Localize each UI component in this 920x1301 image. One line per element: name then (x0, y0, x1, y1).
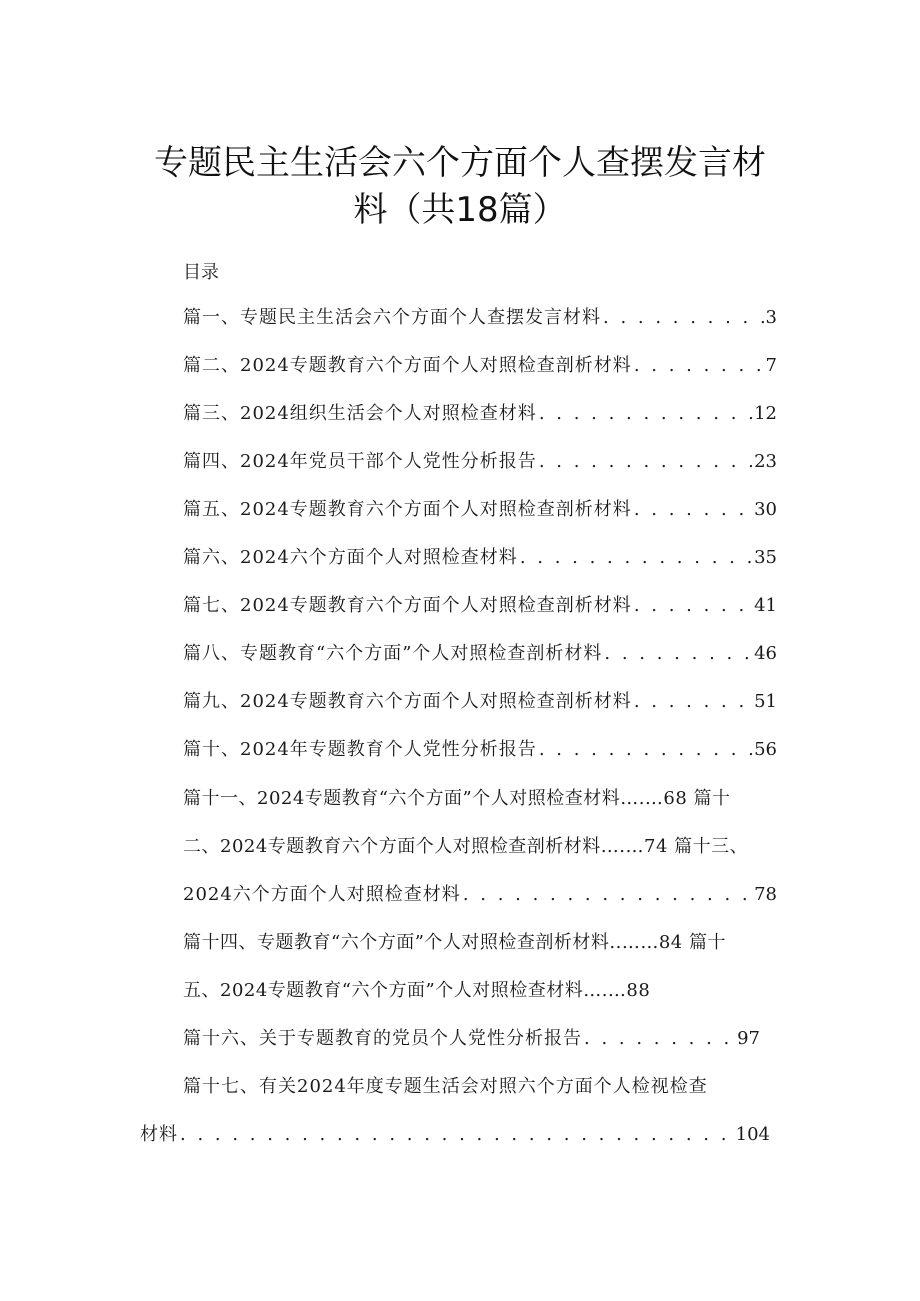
toc-entry-page: 30 (754, 499, 777, 520)
toc-entry[interactable] (183, 690, 777, 714)
document-title-line-2: 料（共18篇） (353, 190, 567, 230)
toc-entry[interactable] (183, 354, 777, 378)
toc-entry[interactable] (183, 546, 777, 570)
toc-entry-label: 篇十、2024年专题教育个人党性分析报告 (183, 739, 537, 760)
toc-wrapped-line[interactable]: 篇十四、专题教育“六个方面”个人对照检查剖析材料..……84 篇十 (183, 932, 726, 953)
toc-entry-label: 篇一、专题民主生活会六个方面个人查摆发言材料 (183, 307, 601, 328)
leader-dots (634, 354, 764, 378)
leader-dots (634, 594, 752, 618)
toc-entry-label: 篇七、2024专题教育六个方面个人对照检查剖析材料 (183, 595, 632, 616)
toc-entry-label: 篇三、2024组织生活会个人对照检查材料 (183, 403, 537, 424)
leader-dots (584, 1027, 735, 1051)
toc-entry-label: 篇十六、关于专题教育的党员个人党性分析报告 (183, 1028, 582, 1049)
leader-dots (539, 402, 752, 426)
toc-entry[interactable] (183, 738, 777, 762)
toc-entry-label: 材料 (140, 1124, 178, 1145)
leader-dots (604, 642, 752, 666)
toc-entry-page: 56 (754, 739, 777, 760)
toc-entry[interactable] (183, 450, 777, 474)
toc-entry-page: 78 (754, 884, 777, 905)
toc-wrapped-line[interactable]: 二、2024专题教育六个方面个人对照检查剖析材料….…74 篇十三、 (183, 836, 749, 857)
toc-entry[interactable] (183, 883, 777, 907)
toc-entry-page: 12 (754, 403, 777, 424)
toc-entry[interactable] (183, 1027, 760, 1051)
toc-entry[interactable] (183, 594, 777, 618)
toc-entry[interactable] (183, 306, 777, 330)
toc-wrapped-line[interactable]: 篇十七、有关2024年度专题生活会对照六个方面个人检视检查 (183, 1076, 708, 1097)
toc-entry-page: 41 (754, 595, 777, 616)
toc-entry-label: 篇八、专题教育“六个方面”个人对照检查剖析材料 (183, 643, 603, 664)
toc-heading: 目录 (183, 262, 219, 283)
leader-dots (539, 738, 752, 762)
document-title-line-1: 专题民主生活会六个方面个人查摆发言材 (154, 143, 766, 183)
leader-dots (180, 1123, 734, 1147)
toc-wrapped-line[interactable]: 篇十一、2024专题教育“六个方面”个人对照检查材料….…68 篇十 (183, 788, 731, 809)
leader-dots (634, 498, 752, 522)
toc-entry-page: 35 (754, 547, 777, 568)
toc-entry-page: 7 (765, 355, 777, 376)
toc-entry[interactable] (183, 642, 777, 666)
toc-entry-page: 46 (754, 643, 777, 664)
toc-wrapped-line[interactable]: 五、2024专题教育“六个方面”个人对照检查材料….…88 (183, 980, 651, 1001)
toc-entry-page: 23 (754, 451, 777, 472)
toc-entry[interactable] (183, 498, 777, 522)
toc-entry-page: 97 (737, 1028, 760, 1049)
toc-entry[interactable] (183, 402, 777, 426)
toc-entry-label: 篇二、2024专题教育六个方面个人对照检查剖析材料 (183, 355, 632, 376)
leader-dots (520, 546, 752, 570)
leader-dots (539, 450, 752, 474)
leader-dots (463, 883, 752, 907)
toc-entry-label: 篇五、2024专题教育六个方面个人对照检查剖析材料 (183, 499, 632, 520)
toc-entry-label: 篇六、2024六个方面个人对照检查材料 (183, 547, 518, 568)
toc-entry-label: 篇九、2024专题教育六个方面个人对照检查剖析材料 (183, 691, 632, 712)
toc-entry-page: 104 (735, 1124, 770, 1145)
leader-dots (603, 306, 764, 330)
toc-entry-label: 篇四、2024年党员干部个人党性分析报告 (183, 451, 537, 472)
toc-entry-page: 3 (765, 307, 777, 328)
toc-entry-page: 51 (754, 691, 777, 712)
leader-dots (634, 690, 752, 714)
toc-entry[interactable] (140, 1123, 770, 1147)
toc-entry-label: 2024六个方面个人对照检查材料 (183, 884, 461, 905)
